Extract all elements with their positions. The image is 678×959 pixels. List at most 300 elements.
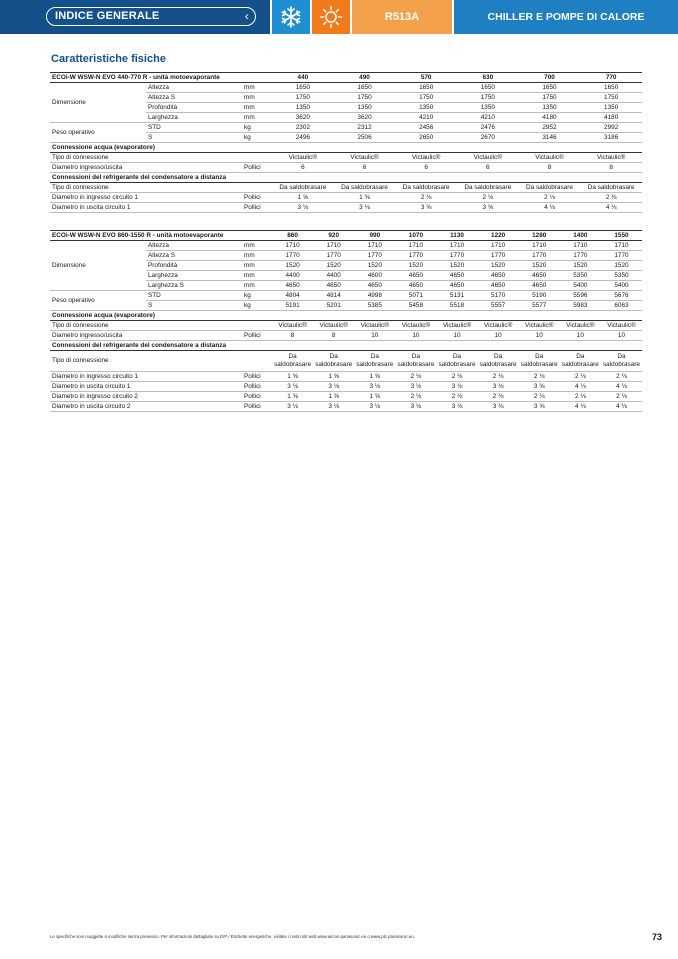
row-unit: Pollici <box>242 382 272 392</box>
value-cell: 8 <box>519 163 581 173</box>
row-unit: mm <box>242 113 272 123</box>
row-label: Diametro in ingresso circuito 2 <box>50 392 242 402</box>
value-cell: 2 ⅛ <box>478 392 519 402</box>
group-label: Dimensione <box>50 83 146 123</box>
page-number: 73 <box>651 932 662 942</box>
value-cell: 5557 <box>478 301 519 311</box>
value-cell: Da saldobrasare <box>334 183 396 193</box>
row-label: Larghezza <box>146 113 242 123</box>
value-cell: 1750 <box>334 93 396 103</box>
value-cell: 1520 <box>436 261 477 271</box>
value-cell: 8 <box>272 331 313 341</box>
value-cell: 4814 <box>313 291 354 301</box>
value-cell: 1710 <box>436 241 477 251</box>
value-cell: 4804 <box>272 291 313 301</box>
value-cell: 1710 <box>601 241 642 251</box>
table-row <box>50 231 642 241</box>
value-cell: 4650 <box>354 281 395 291</box>
value-cell: 1710 <box>519 241 560 251</box>
row-unit: Pollici <box>242 203 272 213</box>
row-label: Altezza <box>146 83 242 93</box>
value-cell: 2496 <box>272 133 334 143</box>
value-cell: 1770 <box>560 251 601 261</box>
value-cell: 5350 <box>560 271 601 281</box>
value-cell: 4 ⅛ <box>560 382 601 392</box>
value-cell: 2 ⅛ <box>395 372 436 382</box>
value-cell: 5191 <box>272 301 313 311</box>
value-cell: 6 <box>272 163 334 173</box>
row-label: Profondità <box>146 103 242 113</box>
section-header: Connessione acqua (evaporatore) <box>50 143 642 153</box>
value-cell: Victaulic® <box>478 321 519 331</box>
value-cell: 1770 <box>354 251 395 261</box>
value-cell: 3 ⅛ <box>272 203 334 213</box>
value-cell: 1770 <box>313 251 354 261</box>
row-unit: kg <box>242 123 272 133</box>
refrigerant-tab[interactable]: R513A <box>352 0 452 34</box>
section-header: Connessioni del refrigerante del condensatore a distanza <box>50 173 642 183</box>
value-cell: Victaulic® <box>580 153 642 163</box>
value-cell: 2312 <box>334 123 396 133</box>
value-cell: Da saldobrasare <box>519 351 560 372</box>
value-cell: 1350 <box>580 103 642 113</box>
row-unit: mm <box>242 251 272 261</box>
value-cell: 3 ⅛ <box>272 402 313 412</box>
heating-tile[interactable] <box>312 0 350 34</box>
row-unit <box>242 351 272 372</box>
value-cell: 1520 <box>519 261 560 271</box>
value-cell: 1520 <box>395 261 436 271</box>
table-row <box>50 83 642 93</box>
value-cell: 3620 <box>334 113 396 123</box>
value-cell: 4650 <box>272 281 313 291</box>
value-cell: 5190 <box>519 291 560 301</box>
value-cell: 1520 <box>478 261 519 271</box>
value-cell: 5596 <box>560 291 601 301</box>
value-cell: 2 ⅛ <box>560 392 601 402</box>
row-label: Diametro in uscita circuito 2 <box>50 402 242 412</box>
row-unit: kg <box>242 301 272 311</box>
value-cell: Victaulic® <box>436 321 477 331</box>
value-cell: 3 ⅛ <box>272 382 313 392</box>
value-cell: 10 <box>560 331 601 341</box>
value-cell: 4400 <box>313 271 354 281</box>
value-cell: 4650 <box>395 281 436 291</box>
value-cell: 1520 <box>601 261 642 271</box>
group-label: Peso operativo <box>50 123 146 143</box>
value-cell: 2 ⅛ <box>395 193 457 203</box>
value-cell: Da saldobrasare <box>436 351 477 372</box>
table-row <box>50 331 642 341</box>
value-cell: Victaulic® <box>313 321 354 331</box>
value-cell: 5983 <box>560 301 601 311</box>
value-cell: 1520 <box>313 261 354 271</box>
value-cell: 3 ⅝ <box>457 203 519 213</box>
value-cell: 5350 <box>601 271 642 281</box>
value-cell: Da saldobrasare <box>478 351 519 372</box>
snowflake-icon <box>279 5 303 29</box>
value-cell: 2 ⅛ <box>436 392 477 402</box>
value-cell: 4 ⅛ <box>519 203 581 213</box>
chevron-left-icon: ‹ <box>244 9 249 23</box>
value-cell: 1710 <box>395 241 436 251</box>
row-unit: mm <box>242 281 272 291</box>
spec-table-860-1550 <box>50 230 642 412</box>
value-cell: 2 ⅛ <box>560 372 601 382</box>
value-cell: 5400 <box>560 281 601 291</box>
table-row <box>50 143 642 153</box>
table-row <box>50 153 642 163</box>
value-cell: Da saldobrasare <box>560 351 601 372</box>
row-label: Tipo di connessione <box>50 321 242 331</box>
model-header: 770 <box>580 73 642 83</box>
row-label: Altezza S <box>146 93 242 103</box>
value-cell: Da saldobrasare <box>272 183 334 193</box>
value-cell: 2506 <box>334 133 396 143</box>
model-header: 1400 <box>560 231 601 241</box>
table-row <box>50 311 642 321</box>
value-cell: 4650 <box>436 281 477 291</box>
value-cell: 2 ⅛ <box>519 372 560 382</box>
value-cell: 6 <box>395 163 457 173</box>
row-unit <box>242 321 272 331</box>
value-cell: 10 <box>395 331 436 341</box>
value-cell: 1650 <box>334 83 396 93</box>
value-cell: 1350 <box>334 103 396 113</box>
index-button[interactable] <box>46 7 256 26</box>
value-cell: 1 ⅝ <box>354 392 395 402</box>
value-cell: 3146 <box>519 133 581 143</box>
table-row <box>50 123 642 133</box>
value-cell: 8 <box>580 163 642 173</box>
value-cell: 1520 <box>560 261 601 271</box>
value-cell: 3 ⅛ <box>334 203 396 213</box>
row-label: S <box>146 133 242 143</box>
row-label: Diametro ingresso/uscita <box>50 163 242 173</box>
row-unit: mm <box>242 93 272 103</box>
value-cell: 1 ⅝ <box>272 392 313 402</box>
value-cell: 1770 <box>601 251 642 261</box>
value-cell: 1 ⅝ <box>272 372 313 382</box>
value-cell: 1750 <box>457 93 519 103</box>
row-unit: mm <box>242 103 272 113</box>
value-cell: 1770 <box>478 251 519 261</box>
value-cell: 2 ⅛ <box>601 392 642 402</box>
value-cell: 4400 <box>272 271 313 281</box>
value-cell: 10 <box>478 331 519 341</box>
value-cell: 2 ⅛ <box>478 372 519 382</box>
value-cell: 5676 <box>601 291 642 301</box>
table-row <box>50 241 642 251</box>
group-label: Dimensione <box>50 241 146 291</box>
model-header: 490 <box>334 73 396 83</box>
value-cell: Da saldobrasare <box>354 351 395 372</box>
value-cell: Da saldobrasare <box>519 183 581 193</box>
value-cell: 6 <box>457 163 519 173</box>
footer-note: Le specifiche sono soggette a modifiche senza preavviso. Per informazioni dettagliate su ErP / Etichette energetiche, visitate i nostri siti web www.aircon.panasonic.eu o www.ptc.panasonic.eu. <box>50 934 415 939</box>
row-unit: kg <box>242 291 272 301</box>
row-unit: kg <box>242 133 272 143</box>
value-cell: 2670 <box>457 133 519 143</box>
spec-table-440-770 <box>50 72 642 213</box>
value-cell: 10 <box>354 331 395 341</box>
table-row <box>50 163 642 173</box>
value-cell: 1650 <box>580 83 642 93</box>
value-cell: 4210 <box>395 113 457 123</box>
value-cell: 2 ⅛ <box>436 372 477 382</box>
value-cell: 4180 <box>519 113 581 123</box>
value-cell: 1770 <box>436 251 477 261</box>
value-cell: 3 ⅛ <box>354 382 395 392</box>
value-cell: 5458 <box>395 301 436 311</box>
row-unit <box>242 183 272 193</box>
table-row <box>50 183 642 193</box>
model-header: 920 <box>313 231 354 241</box>
value-cell: 1750 <box>272 93 334 103</box>
row-unit: Pollici <box>242 372 272 382</box>
value-cell: Da saldobrasare <box>601 351 642 372</box>
value-cell: 2 ⅛ <box>601 372 642 382</box>
value-cell: Victaulic® <box>519 321 560 331</box>
value-cell: 2456 <box>395 123 457 133</box>
row-label: Tipo di connessione <box>50 183 242 193</box>
value-cell: Victaulic® <box>334 153 396 163</box>
value-cell: 1750 <box>580 93 642 103</box>
value-cell: 1650 <box>395 83 457 93</box>
row-label: S <box>146 301 242 311</box>
row-unit: Pollici <box>242 193 272 203</box>
table-row <box>50 73 642 83</box>
value-cell: Victaulic® <box>560 321 601 331</box>
table-row <box>50 392 642 402</box>
row-unit: mm <box>242 241 272 251</box>
value-cell: 1710 <box>354 241 395 251</box>
row-unit <box>242 153 272 163</box>
value-cell: 1350 <box>272 103 334 113</box>
row-unit: mm <box>242 271 272 281</box>
value-cell: Da saldobrasare <box>395 183 457 193</box>
value-cell: 3 ⅝ <box>395 203 457 213</box>
cooling-tile[interactable] <box>272 0 310 34</box>
value-cell: 1520 <box>272 261 313 271</box>
row-label: Diametro ingresso/uscita <box>50 331 242 341</box>
row-label: Altezza S <box>146 251 242 261</box>
value-cell: Da saldobrasare <box>457 183 519 193</box>
value-cell: 2992 <box>580 123 642 133</box>
model-header: 1130 <box>436 231 477 241</box>
value-cell: Da saldobrasare <box>580 183 642 193</box>
value-cell: 4650 <box>478 281 519 291</box>
value-cell: 2 ⅛ <box>457 193 519 203</box>
table-row <box>50 351 642 372</box>
value-cell: 3 ⅛ <box>478 402 519 412</box>
value-cell: 5201 <box>313 301 354 311</box>
model-header: 1550 <box>601 231 642 241</box>
row-label: Larghezza <box>146 271 242 281</box>
table-row <box>50 173 642 183</box>
value-cell: 1750 <box>395 93 457 103</box>
value-cell: 2 ⅛ <box>519 392 560 402</box>
row-label: Larghezza S <box>146 281 242 291</box>
value-cell: 3 ⅝ <box>519 382 560 392</box>
table-row <box>50 291 642 301</box>
row-label: STD <box>146 291 242 301</box>
group-label: Peso operativo <box>50 291 146 311</box>
row-label: Diametro in uscita circuito 1 <box>50 203 242 213</box>
category-tab[interactable]: CHILLER E POMPE DI CALORE <box>454 0 678 34</box>
table-row <box>50 321 642 331</box>
value-cell: 5400 <box>601 281 642 291</box>
section-header: Connessione acqua (evaporatore) <box>50 311 642 321</box>
value-cell: 10 <box>519 331 560 341</box>
value-cell: 1520 <box>354 261 395 271</box>
value-cell: 5385 <box>354 301 395 311</box>
value-cell: 4998 <box>354 291 395 301</box>
model-header: 700 <box>519 73 581 83</box>
value-cell: Da saldobrasare <box>313 351 354 372</box>
row-label: Tipo di connessione <box>50 153 242 163</box>
value-cell: 3 ⅛ <box>395 382 436 392</box>
value-cell: 10 <box>436 331 477 341</box>
top-navigation-bar <box>0 0 678 34</box>
value-cell: 3 ⅛ <box>313 402 354 412</box>
table-row <box>50 193 642 203</box>
value-cell: 2302 <box>272 123 334 133</box>
value-cell: 10 <box>601 331 642 341</box>
table-row <box>50 372 642 382</box>
row-label: Profondità <box>146 261 242 271</box>
value-cell: 4 ⅛ <box>560 402 601 412</box>
value-cell: 1710 <box>560 241 601 251</box>
value-cell: 1 ⅝ <box>354 372 395 382</box>
value-cell: 3 ⅛ <box>436 382 477 392</box>
value-cell: 5518 <box>436 301 477 311</box>
row-unit: Pollici <box>242 402 272 412</box>
row-label: STD <box>146 123 242 133</box>
value-cell: 1 ⅝ <box>313 372 354 382</box>
value-cell: 1 ⅝ <box>334 193 396 203</box>
row-label: Diametro in ingresso circuito 1 <box>50 193 242 203</box>
value-cell: Victaulic® <box>519 153 581 163</box>
model-header: 860 <box>272 231 313 241</box>
value-cell: 3 ⅝ <box>519 402 560 412</box>
model-header: 570 <box>395 73 457 83</box>
value-cell: 1770 <box>395 251 436 261</box>
value-cell: 1710 <box>478 241 519 251</box>
section-title: Caratteristiche fisiche <box>51 53 166 65</box>
value-cell: 3 ⅛ <box>395 402 436 412</box>
value-cell: 5071 <box>395 291 436 301</box>
value-cell: Victaulic® <box>601 321 642 331</box>
model-header: 440 <box>272 73 334 83</box>
row-unit: Pollici <box>242 392 272 402</box>
value-cell: 3 ⅛ <box>313 382 354 392</box>
value-cell: 1 ⅝ <box>313 392 354 402</box>
value-cell: 1650 <box>519 83 581 93</box>
table-row <box>50 203 642 213</box>
value-cell: 4 ⅛ <box>601 402 642 412</box>
value-cell: 4600 <box>354 271 395 281</box>
value-cell: 2650 <box>395 133 457 143</box>
row-unit: mm <box>242 83 272 93</box>
value-cell: 2 ⅛ <box>395 392 436 402</box>
value-cell: Victaulic® <box>395 321 436 331</box>
model-header: 630 <box>457 73 519 83</box>
value-cell: 4650 <box>313 281 354 291</box>
value-cell: 1350 <box>457 103 519 113</box>
table-title: ECOi-W WSW-N EVO 440-770 R - unità motoevaporante <box>50 73 272 83</box>
value-cell: Victaulic® <box>457 153 519 163</box>
row-unit: Pollici <box>242 163 272 173</box>
value-cell: 1710 <box>313 241 354 251</box>
index-label: INDICE GENERALE <box>55 10 160 22</box>
row-label: Diametro in uscita circuito 1 <box>50 382 242 392</box>
value-cell: Victaulic® <box>395 153 457 163</box>
value-cell: Da saldobrasare <box>395 351 436 372</box>
value-cell: 5131 <box>436 291 477 301</box>
value-cell: 1650 <box>272 83 334 93</box>
value-cell: 3620 <box>272 113 334 123</box>
value-cell: 3186 <box>580 133 642 143</box>
model-header: 1220 <box>478 231 519 241</box>
model-header: 1070 <box>395 231 436 241</box>
value-cell: 4 ⅛ <box>580 203 642 213</box>
row-label: Tipo di connessione <box>50 351 242 372</box>
value-cell: Da saldobrasare <box>272 351 313 372</box>
index-nav-area <box>0 0 270 34</box>
value-cell: 3 ⅛ <box>354 402 395 412</box>
value-cell: 8 <box>313 331 354 341</box>
value-cell: 1770 <box>272 251 313 261</box>
value-cell: 1350 <box>519 103 581 113</box>
value-cell: 5577 <box>519 301 560 311</box>
value-cell: 2 ⅛ <box>519 193 581 203</box>
value-cell: 4650 <box>478 271 519 281</box>
value-cell: 4 ⅛ <box>601 382 642 392</box>
value-cell: 4650 <box>519 281 560 291</box>
model-header: 1280 <box>519 231 560 241</box>
row-label: Diametro in ingresso circuito 1 <box>50 372 242 382</box>
table-row <box>50 341 642 351</box>
value-cell: 4650 <box>519 271 560 281</box>
value-cell: Victaulic® <box>272 153 334 163</box>
row-label: Altezza <box>146 241 242 251</box>
value-cell: 3 ⅛ <box>436 402 477 412</box>
table-row <box>50 382 642 392</box>
value-cell: 4650 <box>436 271 477 281</box>
table-title: ECOi-W WSW-N EVO 860-1550 R - unità motoevaporante <box>50 231 272 241</box>
value-cell: 1650 <box>457 83 519 93</box>
value-cell: Victaulic® <box>272 321 313 331</box>
value-cell: 1 ⅝ <box>272 193 334 203</box>
value-cell: Victaulic® <box>354 321 395 331</box>
row-unit: mm <box>242 261 272 271</box>
value-cell: 5170 <box>478 291 519 301</box>
table-row <box>50 402 642 412</box>
value-cell: 6 <box>334 163 396 173</box>
value-cell: 4180 <box>580 113 642 123</box>
model-header: 990 <box>354 231 395 241</box>
value-cell: 4210 <box>457 113 519 123</box>
sun-icon <box>319 5 343 29</box>
value-cell: 3 ⅛ <box>478 382 519 392</box>
value-cell: 1750 <box>519 93 581 103</box>
value-cell: 2952 <box>519 123 581 133</box>
value-cell: 1770 <box>519 251 560 261</box>
value-cell: 2 ⅛ <box>580 193 642 203</box>
value-cell: 1350 <box>395 103 457 113</box>
value-cell: 1710 <box>272 241 313 251</box>
